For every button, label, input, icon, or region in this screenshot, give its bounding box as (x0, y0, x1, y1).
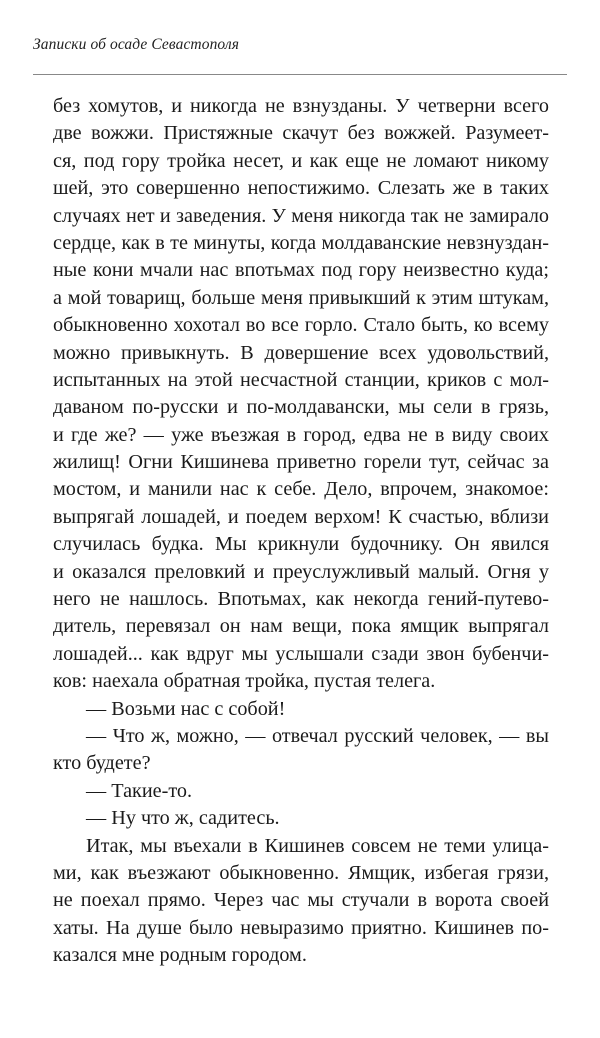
text-line: — Что ж, можно, — отвечал русский человек, — вы (86, 724, 549, 747)
body-text (53, 93, 549, 970)
text-line: — Ну что ж, садитесь. (86, 807, 280, 830)
text-line: казался мне родным городом. (53, 944, 307, 967)
header-rule (33, 74, 567, 75)
text-line: две вожжи. Пристяжные скачут без вожжей. Разумеет- (53, 122, 549, 145)
text-line: Итак, мы въехали в Кишинев совсем не теми улица- (86, 834, 549, 857)
text-line: ми, как въезжают обыкновенно. Ямщик, избегая грязи, (53, 861, 549, 884)
text-line: а мой товарищ, больше меня привыкший к этим штукам, (53, 286, 549, 309)
text-line: случилась будка. Мы крикнули будочнику. Он явился (53, 533, 549, 556)
text-line: шей, это совершенно непостижимо. Слезать же в таких (53, 177, 549, 200)
text-line: испытанных на этой несчастной станции, криков с мол- (53, 368, 549, 391)
text-line: выпрягай лошадей, и поедем верхом! К счастью, вблизи (53, 505, 549, 528)
text-line: ные кони мчали нас впотьмах под гору неизвестно куда; (53, 259, 549, 282)
text-line: не поехал прямо. Через час мы стучали в ворота своей (53, 889, 549, 912)
text-line: лошадей... как вдруг мы услышали сзади звон бубенчи- (53, 642, 549, 665)
text-line: — Возьми нас с собой! (86, 697, 286, 720)
text-line: жилищ! Огни Кишинева приветно горели тут, сейчас за (53, 451, 549, 474)
text-line: даваном по-русски и по-молдавански, мы сели в грязь, (53, 396, 549, 419)
text-line: сердце, как в те минуты, когда молдаванские невзнуздан- (53, 231, 549, 254)
text-line: хаты. На душе было невыразимо приятно. Кишинев по- (53, 916, 549, 939)
text-line: мостом, и манили нас к себе. Дело, впрочем, знакомое: (53, 478, 549, 501)
text-line: и где же? — уже въезжая в город, едва не в виду своих (53, 423, 549, 446)
text-line: ков: наехала обратная тройка, пустая телега. (53, 670, 436, 693)
text-line: случаях нет и заведения. У меня никогда так не замирало (53, 204, 549, 227)
text-line: ся, под гору тройка несет, и как еще не ломают никому (53, 149, 549, 172)
text-line: дитель, перевязал он нам вещи, пока ямщик выпрягал (53, 615, 549, 638)
text-line: можно привыкнуть. В довершение всех удовольствий, (53, 341, 549, 364)
text-line: кто будете? (53, 752, 151, 775)
text-line: и оказался преловкий и преуслужливый малый. Огня у (53, 560, 549, 583)
text-line: без хомутов, и никогда не взнузданы. У четверни всего (53, 95, 549, 117)
running-header-title: Записки об осаде Севастополя (33, 36, 240, 53)
text-line: обыкновенно хохотал во все горло. Стало быть, ко всему (53, 314, 549, 337)
text-line: него не нашлось. Впотьмах, как некогда гений-путево- (53, 588, 549, 611)
text-line: — Такие-то. (86, 779, 193, 802)
